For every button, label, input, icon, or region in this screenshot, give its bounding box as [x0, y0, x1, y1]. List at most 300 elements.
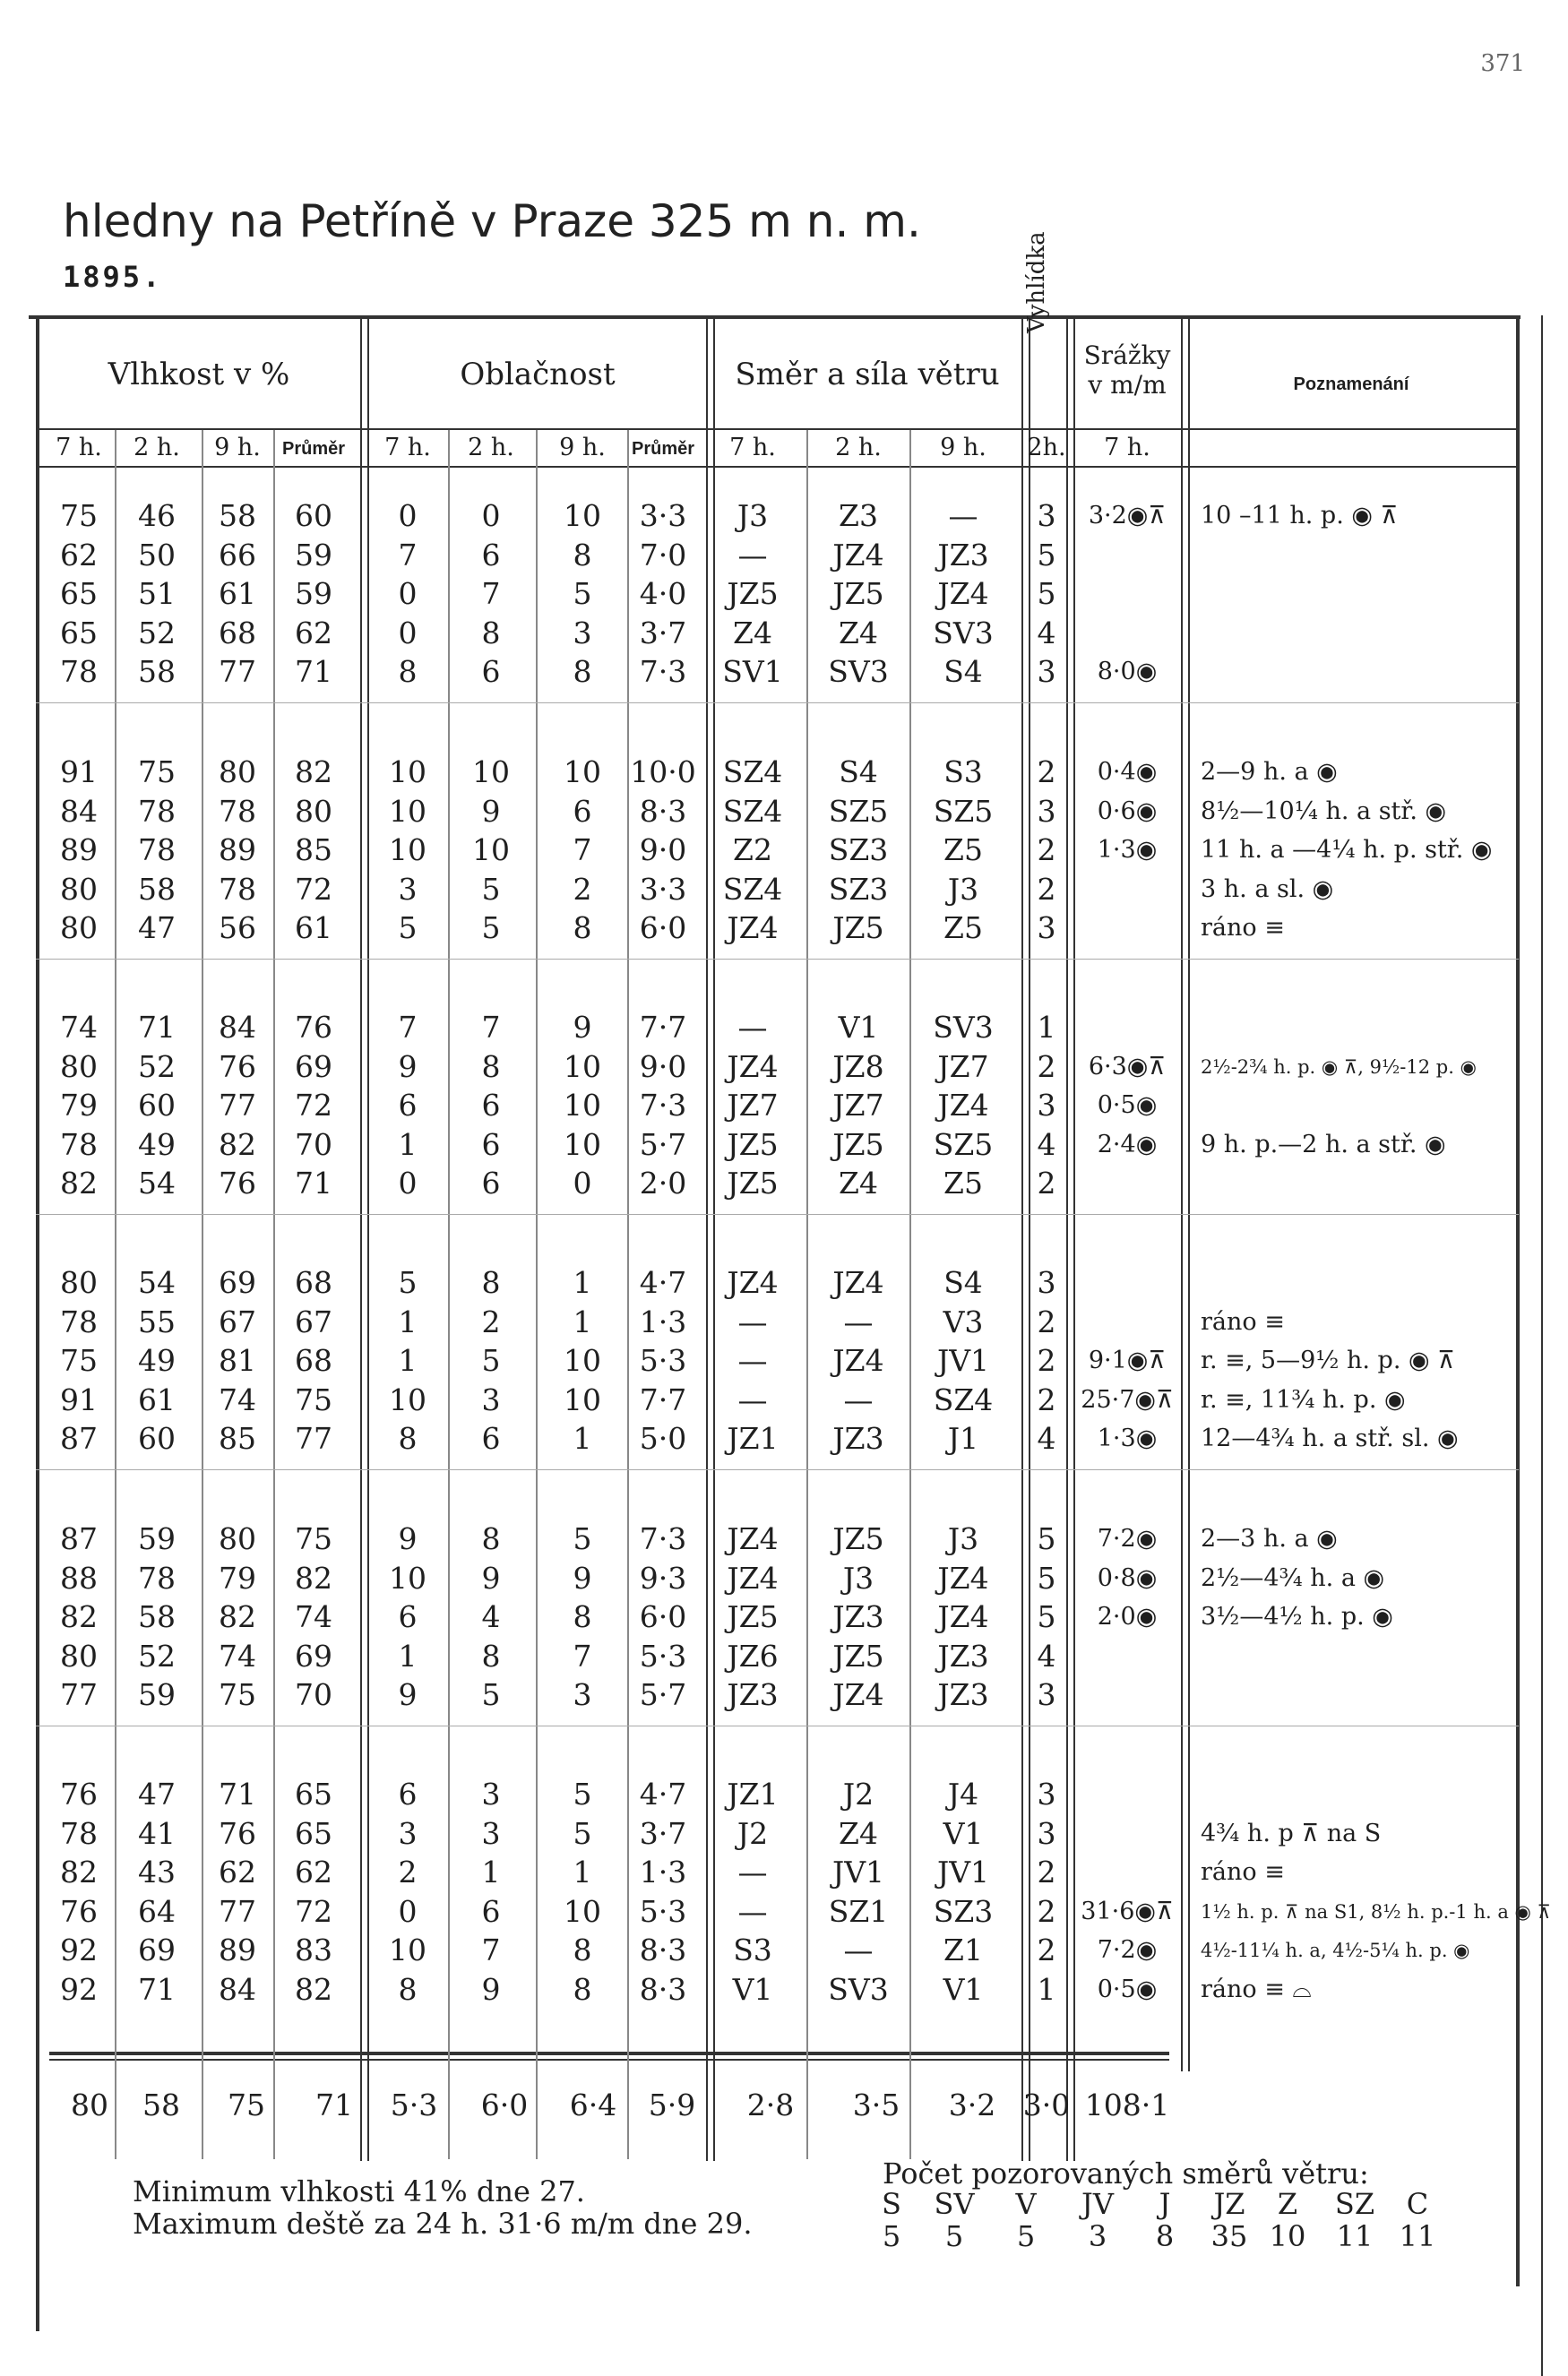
table-cell: JZ4	[727, 1560, 779, 1596]
table-cell: 80	[60, 910, 98, 945]
table-cell: 4·7	[639, 1777, 687, 1812]
table-cell: 1	[398, 1343, 418, 1378]
table-cell: 0·6◉	[1097, 796, 1158, 825]
table-cell: 46	[138, 498, 176, 533]
table-cell: 66	[219, 537, 256, 572]
table-cell: 75	[60, 498, 98, 533]
table-cell: Z1	[943, 1933, 983, 1967]
table-cell: JZ4	[832, 1677, 884, 1712]
col-border	[713, 315, 715, 2161]
table-cell: J2	[737, 1815, 769, 1851]
table-cell: 1	[398, 1126, 418, 1162]
table-cell: 8·3	[639, 793, 687, 829]
table-cell: 3	[1037, 910, 1056, 945]
table-cell: 0	[481, 498, 501, 533]
table-cell: J3	[737, 498, 769, 533]
table-cell: JZ4	[832, 537, 884, 572]
table-cell: 5	[398, 910, 418, 945]
block-divider	[36, 959, 1519, 960]
table-cell: 82	[295, 754, 332, 789]
table-cell: 1	[573, 1421, 592, 1456]
table-cell: 4·0	[639, 576, 687, 611]
summary-cell: 6·0	[480, 2088, 529, 2122]
table-cell: 65	[60, 576, 98, 611]
table-cell: 3	[1037, 1815, 1056, 1851]
subheader-cell: 2 h.	[835, 434, 882, 461]
table-cell: 77	[219, 1893, 256, 1929]
col-border	[1073, 315, 1075, 2161]
table-cell: 8	[481, 1048, 501, 1084]
table-cell: 8	[573, 1599, 592, 1634]
note-cell: r. ≡, 5—9½ h. p. ◉ ⊼	[1201, 1347, 1455, 1374]
table-cell: 3	[1037, 1677, 1056, 1712]
table-cell: 31·6◉⊼	[1081, 1897, 1174, 1925]
table-cell: 3	[1037, 498, 1056, 533]
table-cell: 71	[295, 654, 332, 689]
footer-maximum: Maximum deště za 24 h. 31·6 m/m dne 29.	[133, 2207, 753, 2241]
page-number: 371	[1480, 50, 1525, 77]
table-cell: 1	[1037, 1010, 1056, 1045]
table-cell: JZ8	[832, 1048, 884, 1084]
table-cell: SZ4	[722, 754, 783, 789]
header-humidity: Vlhkost v %	[108, 357, 290, 392]
table-cell: 68	[219, 615, 256, 650]
summary-cell: 5·9	[648, 2088, 696, 2122]
table-cell: JZ6	[727, 1638, 779, 1674]
table-cell: J3	[842, 1560, 874, 1596]
table-cell: 6	[481, 537, 501, 572]
table-cell: 41	[138, 1815, 176, 1851]
table-cell: SZ4	[722, 793, 783, 829]
table-cell: 75	[295, 1521, 332, 1556]
table-cell: 5	[481, 910, 501, 945]
table-cell: JZ7	[937, 1048, 989, 1084]
table-cell: 5	[1037, 1521, 1056, 1556]
subheader-cell: 9 h.	[559, 434, 606, 461]
table-cell: JZ5	[832, 576, 884, 611]
table-cell: 74	[295, 1599, 332, 1634]
table-cell: 8·3	[639, 1933, 687, 1967]
table-cell: 65	[295, 1815, 332, 1851]
table-cell: 0	[398, 615, 418, 650]
table-cell: 0	[398, 498, 418, 533]
note-cell: 11 h. a —4¼ h. p. stř. ◉	[1201, 836, 1493, 864]
summary-cell: 3·2	[948, 2088, 996, 2122]
table-cell: 8	[573, 537, 592, 572]
table-cell: 8	[481, 1265, 501, 1300]
table-cell: 3·7	[639, 1815, 687, 1851]
table-cell: 0	[573, 1166, 592, 1201]
subheader-cell: 7 h.	[729, 434, 776, 461]
table-cell: 9	[481, 1560, 501, 1596]
table-cell: 5	[573, 1777, 592, 1812]
sub-col-border	[806, 430, 808, 2159]
col-border	[1541, 315, 1543, 2376]
table-cell: 5	[1037, 576, 1056, 611]
subheader-cell: 7 h.	[1104, 434, 1150, 461]
table-cell: S4	[839, 754, 878, 789]
table-cell: JZ4	[727, 910, 779, 945]
col-border	[1188, 315, 1190, 2071]
table-cell: 82	[219, 1126, 256, 1162]
table-cell: 54	[138, 1166, 176, 1201]
table-cell: Z4	[839, 1815, 878, 1851]
table-cell: 49	[138, 1126, 176, 1162]
table-cell: 2	[1037, 1048, 1056, 1084]
table-cell: JZ4	[937, 1088, 989, 1123]
table-cell: 77	[295, 1421, 332, 1456]
table-cell: 5·7	[639, 1677, 687, 1712]
note-cell: 2—3 h. a ◉	[1201, 1525, 1338, 1553]
summary-cell: 5·3	[390, 2088, 438, 2122]
table-cell: 8	[573, 1971, 592, 2007]
table-cell: 68	[295, 1343, 332, 1378]
table-cell: 4	[1037, 1638, 1056, 1674]
wind-direction-label: SZ	[1334, 2187, 1375, 2221]
table-cell: 78	[219, 871, 256, 907]
subheader-cell: Průměr	[281, 439, 346, 459]
table-cell: 80	[60, 1048, 98, 1084]
table-cell: 69	[295, 1048, 332, 1084]
table-cell: 8	[573, 654, 592, 689]
table-cell: 61	[295, 910, 332, 945]
table-cell: 2	[1037, 1933, 1056, 1967]
subheader-cell: 2h.	[1027, 434, 1066, 461]
table-cell: 5·3	[639, 1343, 687, 1378]
table-cell: 4	[481, 1599, 501, 1634]
table-cell: 10	[564, 1088, 601, 1123]
table-cell: 7·0	[639, 537, 687, 572]
note-cell: 8½—10¼ h. a stř. ◉	[1201, 796, 1447, 825]
table-cell: 5	[481, 871, 501, 907]
table-cell: 8	[481, 1521, 501, 1556]
wind-direction-label: V	[1015, 2187, 1037, 2221]
table-cell: 78	[60, 1815, 98, 1851]
table-cell: 82	[295, 1560, 332, 1596]
table-cell: 82	[60, 1599, 98, 1634]
summary-cell: 3·5	[852, 2088, 900, 2122]
table-cell: 6	[481, 1421, 501, 1456]
summary-cell: 80	[71, 2088, 108, 2122]
table-cell: 1	[398, 1304, 418, 1339]
wind-direction-label: J	[1159, 2187, 1171, 2221]
table-cell: 8	[398, 654, 418, 689]
table-cell: —	[737, 1304, 768, 1339]
table-cell: J1	[947, 1421, 979, 1456]
table-cell: J3	[947, 871, 979, 907]
table-cell: SZ3	[933, 1893, 994, 1929]
table-cell: 0·4◉	[1097, 758, 1158, 786]
table-cell: 80	[60, 1265, 98, 1300]
table-cell: JZ3	[832, 1421, 884, 1456]
wind-count-title: Počet pozorovaných směrů větru:	[883, 2156, 1369, 2191]
table-cell: 7·2◉	[1097, 1936, 1158, 1964]
table-cell: 10	[472, 754, 510, 789]
table-cell: 91	[60, 754, 98, 789]
col-border	[1516, 315, 1520, 2286]
table-cell: V3	[943, 1304, 984, 1339]
table-cell: 65	[60, 615, 98, 650]
table-cell: 10	[389, 1382, 426, 1417]
subheader-divider	[36, 466, 1519, 468]
subheader-cell: 7 h.	[384, 434, 431, 461]
table-cell: SZ1	[828, 1893, 889, 1929]
table-cell: JZ1	[727, 1777, 779, 1812]
table-top-border	[29, 315, 1521, 319]
table-cell: 78	[60, 654, 98, 689]
table-cell: 10	[389, 754, 426, 789]
table-cell: JV1	[936, 1855, 990, 1890]
table-cell: 3	[481, 1815, 501, 1851]
header-wind: Směr a síla větru	[735, 357, 1000, 392]
table-cell: 88	[60, 1560, 98, 1596]
table-cell: 5	[1037, 537, 1056, 572]
table-cell: JZ1	[727, 1421, 779, 1456]
note-cell: 3 h. a sl. ◉	[1201, 874, 1334, 903]
table-cell: 9	[481, 1971, 501, 2007]
table-cell: 7	[573, 1638, 592, 1674]
table-cell: JZ4	[727, 1521, 779, 1556]
table-cell: S4	[943, 1265, 983, 1300]
note-cell: 9 h. p.—2 h. a stř. ◉	[1201, 1130, 1446, 1158]
table-cell: 6·3◉⊼	[1088, 1052, 1167, 1080]
table-cell: 8	[573, 910, 592, 945]
page-title: hledny na Petříně v Praze 325 m n. m.	[63, 195, 921, 247]
table-cell: 50	[138, 537, 176, 572]
table-cell: Z4	[839, 615, 878, 650]
table-cell: JZ3	[727, 1677, 779, 1712]
summary-cell: 3·0	[1022, 2088, 1071, 2122]
table-cell: 2	[1037, 754, 1056, 789]
table-cell: Z5	[943, 910, 983, 945]
year-label: 1895.	[63, 260, 163, 294]
table-cell: 68	[295, 1265, 332, 1300]
table-cell: 75	[219, 1677, 256, 1712]
table-cell: 62	[219, 1855, 256, 1890]
table-cell: 1·3◉	[1097, 836, 1158, 864]
table-cell: 83	[295, 1933, 332, 1967]
summary-cell: 75	[228, 2088, 265, 2122]
table-cell: 71	[219, 1777, 256, 1812]
table-cell: 7·7	[639, 1382, 687, 1417]
table-cell: 7·2◉	[1097, 1525, 1158, 1553]
table-cell: 10·0	[630, 754, 696, 789]
table-cell: SZ5	[933, 1126, 994, 1162]
table-cell: 3	[1037, 1265, 1056, 1300]
table-cell: 2	[398, 1855, 418, 1890]
table-cell: SZ3	[828, 832, 889, 867]
table-cell: 58	[138, 1599, 176, 1634]
table-cell: 71	[295, 1166, 332, 1201]
note-cell: 1½ h. p. ⊼ na S1, 8½ h. p.-1 h. a ◉ ⊼	[1201, 1900, 1551, 1923]
table-cell: —	[737, 1343, 768, 1378]
table-cell: —	[737, 537, 768, 572]
table-cell: 2	[1037, 871, 1056, 907]
table-cell: 59	[138, 1677, 176, 1712]
table-cell: —	[737, 1855, 768, 1890]
table-cell: 1	[398, 1638, 418, 1674]
table-cell: 6	[481, 1088, 501, 1123]
table-cell: 84	[60, 793, 98, 829]
table-cell: 52	[138, 615, 176, 650]
wind-direction-count: 5	[882, 2219, 901, 2253]
table-cell: JV1	[831, 1855, 885, 1890]
table-cell: 69	[138, 1933, 176, 1967]
note-cell: 4¾ h. p ⊼ na S	[1201, 1819, 1382, 1847]
table-cell: 74	[219, 1638, 256, 1674]
table-cell: 58	[219, 498, 256, 533]
wind-direction-label: C	[1406, 2187, 1429, 2221]
table-cell: 9	[481, 793, 501, 829]
wind-direction-count: 11	[1399, 2219, 1436, 2253]
wind-direction-count: 10	[1269, 2219, 1306, 2253]
table-cell: 87	[60, 1521, 98, 1556]
table-cell: Z4	[733, 615, 772, 650]
table-cell: 5	[481, 1343, 501, 1378]
note-cell: r. ≡, 11¾ h. p. ◉	[1201, 1385, 1406, 1414]
table-cell: 3	[398, 1815, 418, 1851]
note-cell: 12—4¾ h. a stř. sl. ◉	[1201, 1425, 1459, 1452]
sub-col-border	[115, 430, 116, 2159]
table-cell: 76	[295, 1010, 332, 1045]
table-cell: 10	[564, 1126, 601, 1162]
col-border	[360, 315, 362, 2161]
note-cell: 2½-2¾ h. p. ◉ ⊼, 9½-12 p. ◉	[1201, 1055, 1477, 1078]
table-cell: 60	[295, 498, 332, 533]
table-cell: 91	[60, 1382, 98, 1417]
table-cell: 3·2◉⊼	[1088, 502, 1167, 529]
table-cell: 51	[138, 576, 176, 611]
table-cell: 2	[1037, 1382, 1056, 1417]
table-cell: 79	[60, 1088, 98, 1123]
table-cell: 1·3◉	[1097, 1425, 1158, 1452]
table-cell: 6	[398, 1777, 418, 1812]
table-cell: 6	[481, 1893, 501, 1929]
table-cell: 2·0◉	[1097, 1603, 1158, 1631]
table-cell: 82	[60, 1166, 98, 1201]
table-cell: 8	[481, 1638, 501, 1674]
table-cell: 77	[60, 1677, 98, 1712]
sub-col-border	[202, 430, 203, 2159]
note-cell: 3½—4½ h. p. ◉	[1201, 1603, 1393, 1631]
table-cell: 78	[138, 793, 176, 829]
table-cell: SZ4	[722, 871, 783, 907]
table-cell: 3	[1037, 1088, 1056, 1123]
table-cell: 72	[295, 1893, 332, 1929]
subheader-cell: 9 h.	[940, 434, 986, 461]
table-cell: 10	[564, 498, 601, 533]
table-cell: 5	[1037, 1599, 1056, 1634]
table-cell: 85	[219, 1421, 256, 1456]
table-cell: 6	[481, 1126, 501, 1162]
table-cell: 4	[1037, 615, 1056, 650]
table-cell: 75	[60, 1343, 98, 1378]
table-cell: JZ5	[727, 1599, 779, 1634]
table-cell: 61	[219, 576, 256, 611]
header-notes: Poznamenání	[1293, 374, 1409, 394]
table-cell: 78	[60, 1126, 98, 1162]
note-cell: ráno ≡	[1201, 914, 1285, 942]
table-cell: 10	[564, 1893, 601, 1929]
table-cell: JZ5	[832, 1521, 884, 1556]
table-cell: 9·0	[639, 1048, 687, 1084]
table-cell: V1	[943, 1971, 984, 2007]
sub-col-border	[909, 430, 911, 2159]
table-cell: JZ5	[832, 910, 884, 945]
table-cell: V1	[838, 1010, 879, 1045]
table-cell: 2	[1037, 1855, 1056, 1890]
table-cell: —	[843, 1933, 874, 1967]
table-cell: 84	[219, 1971, 256, 2007]
wind-direction-count: 5	[944, 2219, 964, 2253]
table-cell: JZ5	[727, 1126, 779, 1162]
table-cell: 5	[573, 576, 592, 611]
table-cell: 9	[398, 1521, 418, 1556]
table-cell: 8	[481, 615, 501, 650]
table-cell: 4·7	[639, 1265, 687, 1300]
table-cell: 4	[1037, 1126, 1056, 1162]
table-cell: SV3	[828, 654, 889, 689]
header-cloudiness: Oblačnost	[460, 357, 616, 392]
table-cell: 6	[573, 793, 592, 829]
table-cell: Z5	[943, 1166, 983, 1201]
table-cell: 76	[219, 1815, 256, 1851]
table-cell: 56	[219, 910, 256, 945]
table-cell: JZ4	[937, 1599, 989, 1634]
wind-direction-label: Z	[1277, 2187, 1298, 2221]
table-cell: 67	[219, 1304, 256, 1339]
table-cell: 5·3	[639, 1638, 687, 1674]
table-cell: 0·8◉	[1097, 1563, 1158, 1592]
table-cell: 3	[1037, 1777, 1056, 1812]
table-cell: 3	[398, 871, 418, 907]
table-cell: SV3	[933, 615, 994, 650]
table-cell: 1·3	[639, 1855, 687, 1890]
table-cell: 3·7	[639, 615, 687, 650]
table-cell: 92	[60, 1933, 98, 1967]
table-cell: 9	[573, 1010, 592, 1045]
table-cell: 9	[398, 1677, 418, 1712]
header-precipitation: Srážky v m/m	[1083, 340, 1171, 400]
table-cell: 89	[219, 1933, 256, 1967]
table-cell: 78	[60, 1304, 98, 1339]
table-cell: 1	[481, 1855, 501, 1890]
summary-cell: 108·1	[1084, 2088, 1170, 2122]
wind-direction-label: S	[882, 2187, 901, 2221]
table-cell: S4	[943, 654, 983, 689]
table-cell: 6	[481, 1166, 501, 1201]
table-cell: 6·0	[639, 910, 687, 945]
summary-divider-2	[49, 2059, 1169, 2061]
table-cell: 7·7	[639, 1010, 687, 1045]
table-cell: 25·7◉⊼	[1081, 1385, 1174, 1414]
table-cell: 3	[1037, 654, 1056, 689]
table-cell: 10	[564, 1343, 601, 1378]
table-cell: 0	[398, 1893, 418, 1929]
summary-cell: 2·8	[746, 2088, 795, 2122]
table-cell: 70	[295, 1677, 332, 1712]
table-cell: 55	[138, 1304, 176, 1339]
table-cell: 80	[219, 1521, 256, 1556]
table-cell: 5	[1037, 1560, 1056, 1596]
table-cell: 47	[138, 1777, 176, 1812]
table-cell: 87	[60, 1421, 98, 1456]
wind-direction-count: 8	[1155, 2219, 1175, 2253]
note-cell: 2½—4¾ h. a ◉	[1201, 1563, 1385, 1592]
table-cell: 6	[481, 654, 501, 689]
table-cell: 2	[1037, 1304, 1056, 1339]
table-cell: 80	[60, 1638, 98, 1674]
